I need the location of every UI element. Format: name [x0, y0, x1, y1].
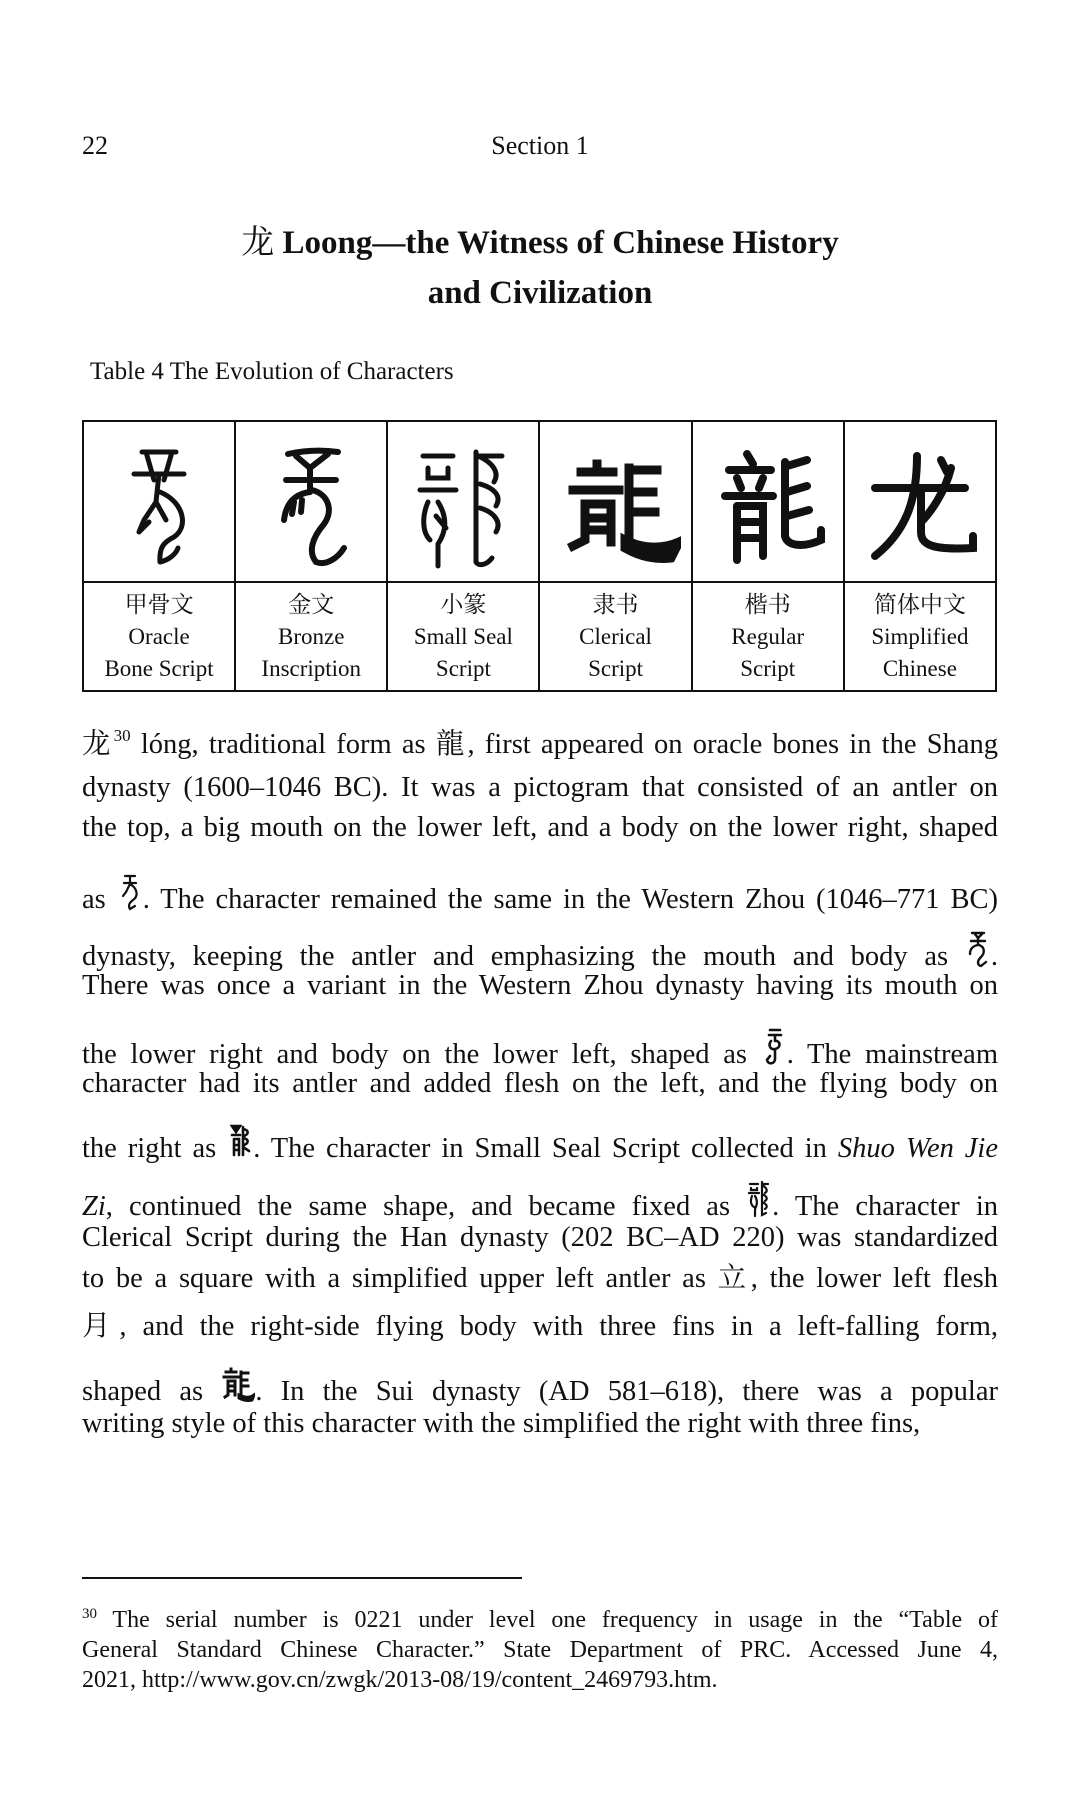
running-head: Section 1	[491, 131, 589, 160]
glyph-cell-small-seal	[387, 421, 539, 582]
bronze-inscription-dragon-glyph-icon	[246, 432, 376, 572]
book-title-text: Zi	[82, 1191, 106, 1222]
body-text: the lower right and body on the lower left, shaped as	[82, 1039, 761, 1070]
glyph-cell-clerical	[539, 421, 691, 582]
body-text: , and the right-side flying body with three fins in a left-falling form,	[119, 1311, 998, 1342]
label-chinese: 隶书	[592, 591, 639, 618]
small-seal-dragon-glyph-icon	[398, 432, 528, 572]
label-chinese: 简体中文	[873, 591, 966, 618]
label-chinese: 金文	[288, 591, 335, 618]
label-english-1: Oracle	[128, 623, 190, 649]
chapter-title-line-1	[0, 222, 1080, 263]
body-line: the top, a big mouth on the lower left, and a body on the lower right, shaped	[82, 812, 998, 843]
oracle-glyph-inline-icon	[117, 872, 143, 912]
body-line: There was once a variant in the Western Zhou dynasty having its mouth on	[82, 970, 998, 1001]
label-chinese: 小篆	[440, 591, 487, 618]
footnote-line	[82, 1605, 998, 1635]
footnote-line: General Standard Chinese Character.” State Department of PRC. Accessed June 4,	[82, 1637, 998, 1663]
label-cell-clerical	[539, 582, 691, 691]
mainstream-glyph-inline-icon	[227, 1121, 253, 1161]
label-english-2: Bone Script	[104, 655, 214, 681]
label-cell-small-seal	[387, 582, 539, 691]
glyph-row	[83, 421, 996, 582]
body-text: lóng, traditional form as	[130, 729, 436, 760]
label-cell-bronze	[235, 582, 387, 691]
oracle-bone-dragon-glyph-icon	[94, 432, 224, 572]
body-text: . The character remained the same in the Western Zhou (1046–771 BC)	[142, 884, 998, 915]
body-text: as	[82, 884, 117, 915]
glyph-cell-bronze	[235, 421, 387, 582]
label-english-2: Inscription	[261, 655, 362, 681]
glyph-cell-regular	[692, 421, 844, 582]
small-seal-glyph-inline-icon	[746, 1179, 772, 1219]
body-text: . The character in	[772, 1191, 998, 1222]
glyph-cell-simplified	[844, 421, 996, 582]
footnote-number: 30	[82, 1606, 97, 1622]
body-text: . The character in Small Seal Script collected in	[253, 1133, 838, 1164]
body-line	[82, 1261, 998, 1296]
body-line	[82, 727, 998, 762]
body-text: .	[990, 941, 998, 972]
body-line: character had its antler and added flesh on the left, and the flying body on	[82, 1068, 998, 1099]
body-text: . In the Sui dynasty (AD 581–618), there was a popular	[255, 1376, 998, 1407]
label-chinese: 甲骨文	[124, 591, 194, 618]
label-english-2: Script	[740, 655, 796, 681]
body-text: dynasty, keeping the antler and emphasizing the mouth and body as	[82, 941, 965, 972]
label-english-1: Bronze	[278, 623, 345, 649]
label-english-2: Script	[435, 655, 491, 681]
body-text: the right as	[82, 1133, 228, 1164]
body-line: dynasty (1600–1046 BC). It was a pictogram that consisted of an antler on	[82, 772, 998, 803]
body-text: to be a square with a simplified upper left antler as	[82, 1263, 718, 1294]
label-row	[83, 582, 996, 691]
dragon-char: 龙	[82, 727, 114, 760]
label-english-1: Regular	[731, 623, 805, 649]
footnote-ref[interactable]: 30	[113, 726, 131, 745]
antler-component-char: 立	[717, 1261, 751, 1294]
footnote-text: The serial number is 0221 under level one frequency in usage in the “Table of	[97, 1607, 998, 1633]
label-english-2: Script	[588, 655, 644, 681]
body-text: , continued the same shape, and became fixed as	[105, 1191, 747, 1222]
variant-glyph-inline-icon	[761, 1027, 787, 1067]
label-english-2: Chinese	[882, 655, 957, 681]
body-line	[82, 872, 998, 917]
bronze-glyph-inline-icon	[965, 929, 991, 969]
evolution-table	[82, 420, 997, 692]
label-cell-oracle	[83, 582, 235, 691]
footnote-line[interactable]: 2021, http://www.gov.cn/zwgk/2013-08/19/content_2469793.htm.	[82, 1667, 718, 1693]
body-text: . The mainstream	[786, 1039, 998, 1070]
clerical-dragon-glyph-icon	[551, 432, 681, 572]
label-chinese: 楷书	[744, 591, 791, 618]
page-number: 22	[82, 131, 108, 160]
body-line: writing style of this character with the simplified the right with three fins,	[82, 1408, 921, 1439]
body-line	[82, 929, 998, 974]
book-title-text: Shuo Wen Jie	[837, 1133, 999, 1164]
body-line	[82, 1027, 998, 1072]
flesh-component-char: 月	[82, 1309, 120, 1342]
body-line	[82, 1179, 998, 1224]
regular-dragon-glyph-icon	[703, 432, 833, 572]
title-text: Loong—the Witness of Chinese History	[282, 225, 839, 261]
body-text: , the lower left flesh	[750, 1263, 998, 1294]
label-english-1: Clerical	[579, 623, 652, 649]
body-line	[82, 1364, 998, 1409]
body-line: Clerical Script during the Han dynasty (202 BC–AD 220) was standardized	[82, 1222, 998, 1253]
title-dragon-char: 龙	[241, 222, 275, 261]
traditional-dragon-char: 龍	[435, 727, 468, 760]
chapter-title-line-2: and Civilization	[427, 275, 653, 311]
body-line	[82, 1121, 998, 1166]
table-caption: Table 4 The Evolution of Characters	[90, 358, 454, 385]
label-english-1: Small Seal	[413, 623, 513, 649]
footnote-divider	[82, 1577, 522, 1579]
glyph-cell-oracle	[83, 421, 235, 582]
body-text: shaped as	[82, 1376, 222, 1407]
simplified-dragon-glyph-icon	[855, 432, 985, 572]
body-line	[82, 1309, 998, 1344]
label-cell-regular	[692, 582, 844, 691]
clerical-glyph-inline-icon	[221, 1364, 255, 1404]
body-text: , first appeared on oracle bones in the Shang	[467, 729, 998, 760]
label-cell-simplified	[844, 582, 996, 691]
label-english-1: Simplified	[871, 623, 969, 649]
